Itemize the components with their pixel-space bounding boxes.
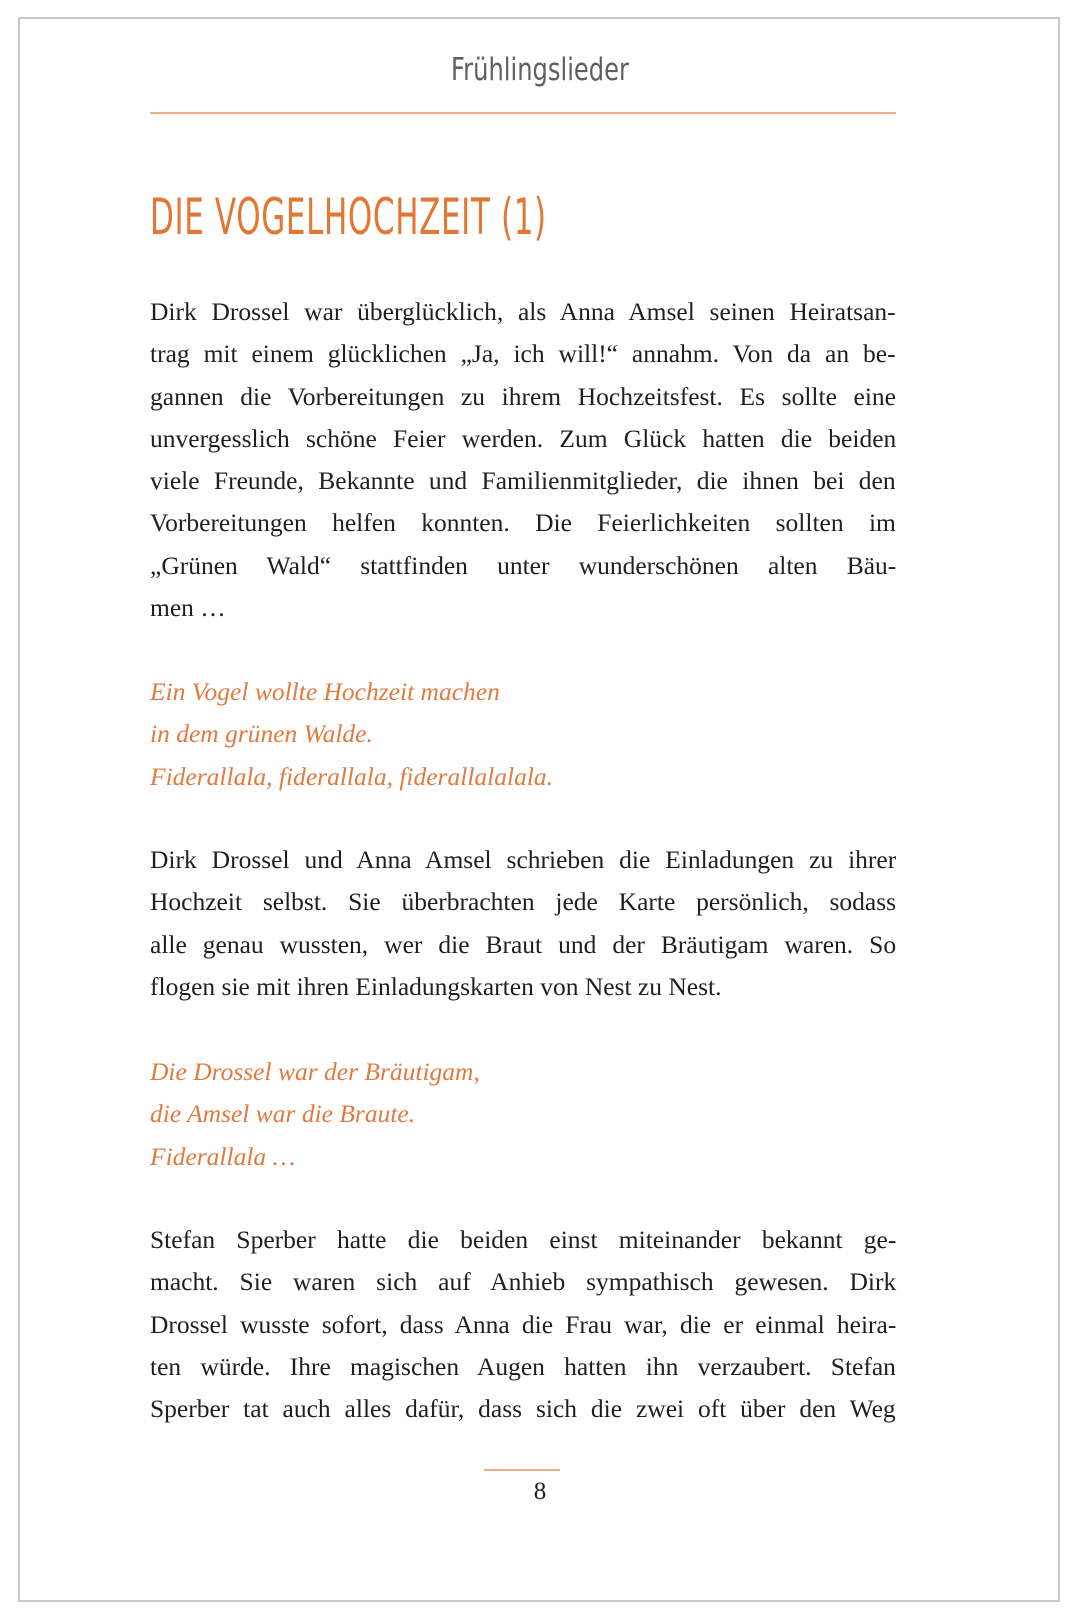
text-line: gannen die Vorbereitungen zu ihrem Hochzeitsfest. Es sollte eine [150,381,896,411]
text-line: Drossel wusste sofort, dass Anna die Frau war, die er einmal heira- [150,1309,897,1339]
text-line: Dirk Drossel war überglücklich, als Anna Amsel seinen Heiratsan- [150,297,896,326]
text-line: Stefan Sperber hatte die beiden einst miteinander bekannt ge- [150,1225,897,1254]
verse-line: in dem grünen Walde. [150,719,373,749]
verse-2 [150,1051,896,1178]
text-line: trag mit einem glücklichen „Ja, ich will!“ annahm. Von da an be- [150,339,896,369]
text-line: ten würde. Ihre magischen Augen hatten ihn verzaubert. Stefan [150,1351,896,1381]
text-line: „Grünen Wald“ stattfinden unter wunderschönen alten Bäu- [150,550,897,580]
text-line: Vorbereitungen helfen konnten. Die Feierlichkeiten sollten im [150,508,896,538]
running-head: Frühlingslieder [451,52,629,88]
text-line: unvergesslich schöne Feier werden. Zum Glück hatten die beiden [150,423,897,453]
verse-line: Ein Vogel wollte Hochzeit machen [150,677,500,706]
footer-divider [484,1469,560,1471]
text-line: men … [150,593,226,623]
text-line: macht. Sie waren sich auf Anhieb sympathisch gewesen. Dirk [150,1267,897,1297]
verse-line: die Amsel war die Braute. [150,1099,416,1129]
verse-1 [150,671,896,798]
page-number: 8 [533,1478,547,1505]
text-line: viele Freunde, Bekannte und Familienmitglieder, die ihnen bei den [150,466,896,496]
text-line: Sperber tat auch alles dafür, dass sich die zwei oft über den Weg [150,1394,896,1424]
verse-line: Die Drossel war der Bräutigam, [150,1057,480,1086]
paragraph-2 [150,839,896,1008]
text-line: flogen sie mit ihren Einladungskarten von Nest zu Nest. [150,971,722,1001]
text-line: Hochzeit selbst. Sie überbrachten jede Karte persönlich, sodass [150,887,897,917]
paragraph-1 [150,291,896,629]
verse-line: Fiderallala … [150,1141,296,1171]
text-line: Dirk Drossel und Anna Amsel schrieben die Einladungen zu ihrer [150,845,897,874]
paragraph-3 [150,1219,896,1430]
verse-line: Fiderallala, fiderallala, fiderallalalala. [150,761,554,791]
header-divider [150,112,896,114]
chapter-title: DIE VOGELHOCHZEIT (1) [150,188,547,246]
text-line: alle genau wussten, wer die Braut und der Bräutigam waren. So [150,929,897,959]
